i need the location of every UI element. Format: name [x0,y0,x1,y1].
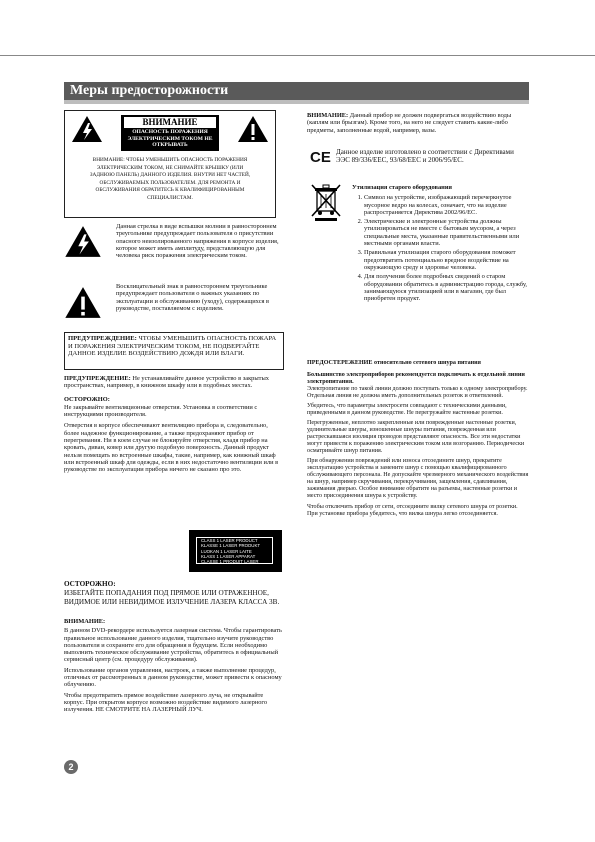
shock-warning-box [64,110,276,218]
install-warning-label: ПРЕДУПРЕЖДЕНИЕ: [64,375,131,382]
ce-compliance-text: Данное изделие изготовлено в соответствии с Директивами ЭЭС 89/336/EEC, 93/68/EEC и 2006/95/EC. [336,148,514,165]
water-warning [307,112,529,137]
disposal-item: 2. Электрические и электронные устройства должны утилизироваться не вместе с бытовым мусором, а через специальные места, указанные правительственными или местными органами власти. [364,218,530,247]
water-warning-text: Данный прибор не должен подвергаться воздействию воды (каплям или брызгам). Кроме того, на него не следует ставить какие-либо предметы, заполненные водой, например, вазы. [307,112,512,134]
attention-paragraph-2: Использование органов управления, настроек, а также выполнение процедур, отличных от рассмотренных в данном руководстве, может привести к опасному облучению. [64,666,282,689]
disposal-item: 4. Для получения более подробных сведений о старом оборудовании обратитесь в администрацию города, службу, занимающуюся утилизацией или в магазин, где был приобретен продукт. [364,273,530,302]
page-number: 2 [64,760,78,774]
page-title: Меры предосторожности [70,83,229,98]
lightning-note: Данная стрелка в виде вспышки молнии в равностороннем треугольнике предупреждает пользователя о присутствии опасного неизолированного напряжения в корпусе изделия, которое может иметь амплитуду, представляющую для человека риск поражения электрическим током. [116,223,279,260]
ventilation-paragraph: Отверстия в корпусе обеспечивают вентиляцию прибора и, следовательно, более надежное функционирование, а также предохраняют прибор от перегревания. Ни в коем случае не блокируйте отверстия, кладя прибор на кровать, диван, ковер или другую подобную поверхность. Данный продукт нельзя помещать во встроенные шкафы, такие, например, как книжный шкаф или встроенный шкаф для одежды, если в них недостаточно вентиляции или в руководстве по эксплуатации прибора ничего не сказано про это. [64,422,279,474]
power-subtitle: Большинство электроприборов рекомендуется подключать к отдельной линии электропитания. [307,372,525,385]
laser-label-line: CLASSE 1 PRODUIT LASER [201,559,259,565]
power-paragraph-3: Перегруженные, неплотно закрепленные или поврежденные настенные розетки, удлинительные шнуры, изношенные шнуры питания, поврежденная или растрескавшаяся изоляция проводов представляют опасность. Все эти недостатки могут привести к поражению электрическим током или возгоранию. Периодически осматривайте шнур питания. [307,420,525,454]
caution-text-1: Не закрывайте вентиляционные отверстия. Установка в соответствии с инструкциями производителя. [64,403,258,419]
exclamation-triangle-icon [64,286,102,319]
install-warning [64,375,284,390]
disposal-item: 3. Правильная утилизация старого оборудования поможет предотвратить потенциально вредное воздействие на окружающую среду и здоровье человека. [364,249,530,271]
precaution-box [64,332,284,370]
crossed-bin-icon [309,182,343,222]
laser-label-line: KLASS 1 LASER APPARAT [201,553,256,559]
section-header [64,82,529,100]
power-paragraph-5: Чтобы отключить прибор от сети, отсоедините вилку сетевого шнура от розетки. При установке прибора убедитесь, что вилка шнура легко отсоединяется. [307,504,518,517]
power-paragraph-4: При обнаружении повреждений или износа отсоедините шнур, прекратите эксплуатацию устройства и замените шнур с помощью квалифицированного обслуживающего персонала. Не допускайте чрезмерного механического воздействия на шнур, например скручивания, перекручивания, защемления, сдавливания, зажимания дверью. Особое внимание обратите на разъемы, настенные розетки и место присоединения шнура к устройству. [307,458,529,499]
warning-box-text: ВНИМАНИЕ: ЧТОБЫ УМЕНЬШИТЬ ОПАСНОСТЬ ПОРАЖЕНИЯ ЭЛЕКТРИЧЕСКИМ ТОКОМ, НЕ СНИМАЙТЕ КРЫШКУ (ИЛИ ЗАДНЮЮ ПАНЕЛЬ) ДАННОГО ИЗДЕЛИЯ. ВНУТРИ НЕТ ЧАСТЕЙ, ОБСЛУЖИВАЕМЫХ ПОЛЬЗОВАТЕЛЕМ. ДЛЯ РЕМОНТА И ОБСЛУЖИВАНИЯ ОБРАТИТЕСЬ К КВАЛИФИЦИРОВАННЫМ СПЕЦИАЛИСТАМ. [89,157,251,201]
laser-label-line: KLASSE 1 LASER PRODUKT [201,543,261,549]
water-warning-label: ВНИМАНИЕ: [307,112,349,119]
warning-title: ВНИМАНИЕ [124,117,216,128]
install-warning-text: Не устанавливайте данное устройство в закрытых пространствах, например, в книжном шкафу или в подобных местах. [64,375,269,390]
power-paragraph-1: Электропитание по такой линии должно поступать только к одному электроприбору. Отдельная линия не должна иметь дополнительных розеток и ответвлений. [307,386,528,399]
ce-mark: CE [310,149,331,166]
disposal-list [352,194,530,302]
power-cord-section [307,360,529,521]
laser-caution [64,580,284,609]
disposal-item: 1. Символ на устройстве, изображающий перечеркнутое мусорное ведро на колесах, означает, что на изделие распространяется Директива 2002/96/EC. [364,194,530,216]
laser-class-label [189,530,282,572]
exclamation-note: Восклицательный знак в равностороннем треугольнике предупреждает пользователя о важных указаниях по эксплуатации и обслуживанию (уходу), содержащихся в руководстве, поставляемом с изделием. [116,283,270,312]
power-title: ПРЕДОСТЕРЕЖЕНИЕ относительно сетевого шнура питания [307,360,481,366]
top-rule [0,55,595,56]
warning-subtitle: ОПАСНОСТЬ ПОРАЖЕНИЯ ЭЛЕКТРИЧЕСКИМ ТОКОМ НЕ ОТКРЫВАТЬ [127,129,213,149]
power-paragraph-2: Убедитесь, что параметры электросети совпадают с техническими данными, приведенными в данном руководстве. Не перегружайте настенные розетки. [307,403,507,416]
disposal-title: Утилизация старого оборудования [352,184,452,191]
lightning-triangle-icon [64,225,102,258]
caution-heading-2: ОСТОРОЖНО: [64,580,116,588]
left-column-upper [64,375,284,477]
left-column-lower [64,618,284,717]
precaution-text: ЧТОБЫ УМЕНЬШИТЬ ОПАСНОСТЬ ПОЖАРА И ПОРАЖЕНИЯ ЭЛЕКТРИЧЕСКИМ ТОКОМ, НЕ ПОДВЕРГАЙТЕ ДАННОЕ ИЗДЕЛИЕ ВОЗДЕЙСТВИЮ ДОЖДЯ ИЛИ ВЛАГИ. [68,335,277,358]
exclamation-warning-icon [237,115,269,143]
attention-paragraph-1: В данном DVD-рекордере используется лазерная система. Чтобы гарантировать правильное использование данного изделия, тщательно изучите руководство пользователя и сохраните его для обращения в будущем. Если необходимо выполнить техническое обслуживание устройства, обратитесь в официальный сервисный центр (см. процедуру обслуживания). [64,627,282,664]
precaution-label: ПРЕДУПРЕЖДЕНИЕ: [68,335,137,342]
laser-label-line: LUOKAN 1 LASER LAITE [201,548,252,554]
warning-header-block [121,115,219,151]
disposal-section [352,184,530,304]
attention-heading: ВНИМАНИЕ: [64,618,106,625]
caution-heading-1: ОСТОРОЖНО: [64,395,110,403]
caution-text-2: ИЗБЕГАЙТЕ ПОПАДАНИЯ ПОД ПРЯМОЕ ИЛИ ОТРАЖЕННОЕ, ВИДИМОЕ ИЛИ НЕВИДИМОЕ ИЗЛУЧЕНИЕ ЛАЗЕРА КЛАССА 3B. [64,589,280,606]
laser-label-line: CLASS 1 LASER PRODUCT [201,538,258,543]
attention-paragraph-3: Чтобы предотвратить прямое воздействие лазерного луча, не открывайте корпус. При открытом корпусе возможно воздействие видимого лазерного излучения. НЕ СМОТРИТЕ НА ЛАЗЕРНЫЙ ЛУЧ. [64,691,268,714]
lightning-warning-icon [71,115,103,143]
header-underline [64,100,529,104]
laser-label-inner [196,537,273,564]
